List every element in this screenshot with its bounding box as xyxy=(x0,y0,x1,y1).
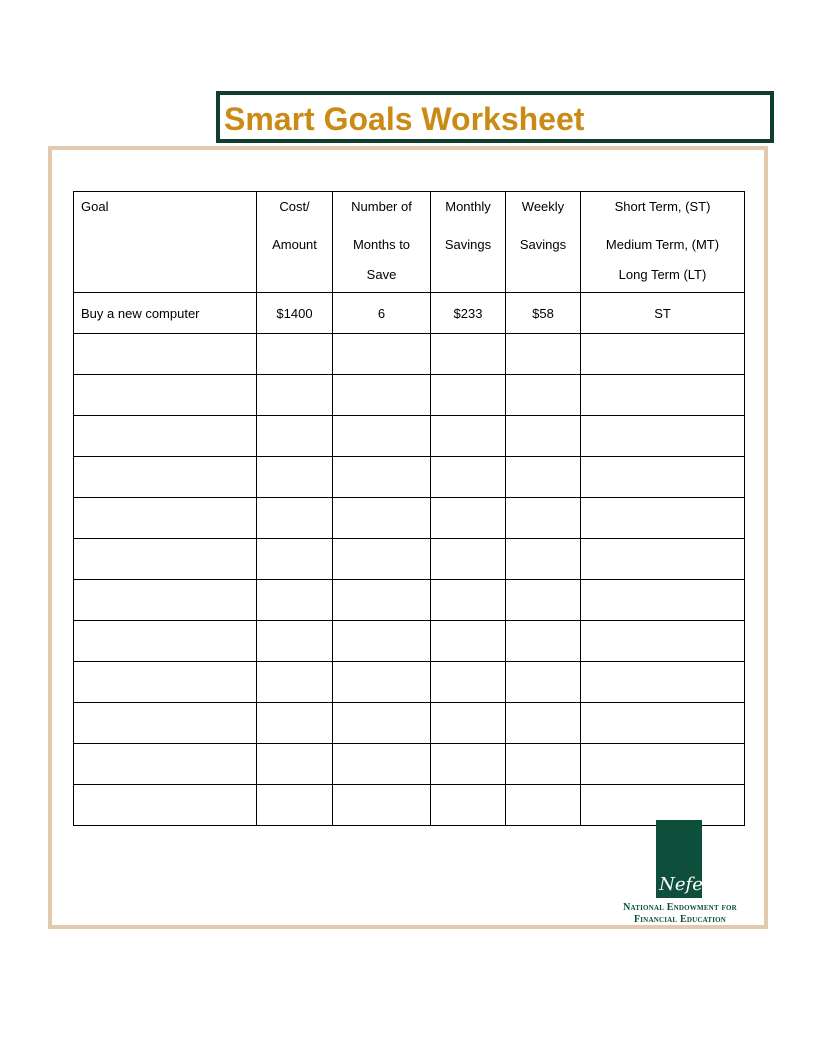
table-cell xyxy=(506,375,581,416)
table-cell xyxy=(333,785,431,826)
table-cell xyxy=(431,662,506,703)
column-header xyxy=(333,192,431,293)
column-header-line: Goal xyxy=(81,199,109,214)
table-row xyxy=(74,416,745,457)
table-cell xyxy=(506,785,581,826)
column-header xyxy=(506,192,581,293)
table-cell xyxy=(74,416,257,457)
logo-mark-text: Nefe xyxy=(659,874,703,895)
table-cell: Buy a new computer xyxy=(74,293,257,334)
table-cell xyxy=(257,662,333,703)
table-cell xyxy=(257,334,333,375)
table-row xyxy=(74,703,745,744)
table-cell xyxy=(74,457,257,498)
table-cell xyxy=(506,744,581,785)
table-cell xyxy=(431,375,506,416)
table-cell xyxy=(431,334,506,375)
table-row xyxy=(74,375,745,416)
logo-mark xyxy=(656,874,706,896)
table-row xyxy=(74,662,745,703)
table-cell: $58 xyxy=(506,293,581,334)
table-cell xyxy=(431,457,506,498)
table-cell xyxy=(506,498,581,539)
table-cell: 6 xyxy=(333,293,431,334)
table-cell xyxy=(333,580,431,621)
page-title: Smart Goals Worksheet xyxy=(224,101,585,137)
table-cell xyxy=(257,457,333,498)
table-cell xyxy=(506,662,581,703)
table-cell xyxy=(581,580,745,621)
column-header xyxy=(581,192,745,293)
table-cell xyxy=(506,539,581,580)
table-row xyxy=(74,498,745,539)
column-header-line: Save xyxy=(366,267,397,282)
table-row xyxy=(74,744,745,785)
column-header-line: Savings xyxy=(444,237,492,252)
table-row xyxy=(74,539,745,580)
table-cell xyxy=(581,662,745,703)
table-cell xyxy=(431,785,506,826)
column-header-line: Long Term (LT) xyxy=(618,267,707,282)
table-cell xyxy=(581,457,745,498)
table-cell xyxy=(333,621,431,662)
table-cell xyxy=(506,334,581,375)
table-cell xyxy=(333,334,431,375)
table-row xyxy=(74,334,745,375)
table-cell xyxy=(506,416,581,457)
column-header xyxy=(74,192,257,293)
table-cell xyxy=(506,621,581,662)
table-cell xyxy=(74,539,257,580)
table-cell: $1400 xyxy=(257,293,333,334)
table-cell xyxy=(431,621,506,662)
table-cell xyxy=(257,703,333,744)
table-cell xyxy=(431,498,506,539)
table-cell xyxy=(333,703,431,744)
table-cell xyxy=(506,703,581,744)
table-cell xyxy=(257,416,333,457)
table-cell xyxy=(74,785,257,826)
logo-line-1: National Endowment for xyxy=(623,902,737,913)
table-cell xyxy=(333,375,431,416)
table-cell xyxy=(581,539,745,580)
goals-table xyxy=(73,191,745,826)
column-header-line: Medium Term, (MT) xyxy=(605,237,720,252)
table-cell xyxy=(74,662,257,703)
table-cell xyxy=(74,703,257,744)
table-cell xyxy=(431,416,506,457)
table-cell xyxy=(581,621,745,662)
table-row xyxy=(74,457,745,498)
table-cell xyxy=(333,498,431,539)
table-cell xyxy=(257,580,333,621)
table-cell xyxy=(74,375,257,416)
table-cell xyxy=(333,539,431,580)
table-cell xyxy=(333,457,431,498)
column-header-line: Months to xyxy=(352,237,411,252)
table-cell xyxy=(74,334,257,375)
column-header-line: Cost/ xyxy=(279,199,310,214)
table-cell xyxy=(431,580,506,621)
table-cell xyxy=(333,662,431,703)
table-cell xyxy=(333,744,431,785)
table-cell xyxy=(257,744,333,785)
column-header-line: Monthly xyxy=(445,199,491,214)
column-header-line: Number of xyxy=(351,199,412,214)
logo-line-2: Financial Education xyxy=(633,914,727,925)
column-header-line: Short Term, (ST) xyxy=(614,199,711,214)
table-cell xyxy=(74,744,257,785)
table-cell xyxy=(431,703,506,744)
header-row xyxy=(74,192,745,293)
table-cell xyxy=(74,580,257,621)
table-cell xyxy=(581,334,745,375)
table-cell xyxy=(581,416,745,457)
table-cell xyxy=(74,498,257,539)
title-box xyxy=(216,91,774,143)
table-row xyxy=(74,580,745,621)
column-header-line: Weekly xyxy=(521,199,565,214)
table-cell xyxy=(431,744,506,785)
column-header-line: Amount xyxy=(272,237,317,252)
table-cell xyxy=(506,457,581,498)
column-header-line: Savings xyxy=(519,237,567,252)
table-cell xyxy=(74,621,257,662)
column-header xyxy=(431,192,506,293)
table-cell xyxy=(257,498,333,539)
table-cell xyxy=(257,785,333,826)
table-cell: $233 xyxy=(431,293,506,334)
table-cell: ST xyxy=(581,293,745,334)
table-row xyxy=(74,293,745,334)
table-cell xyxy=(333,416,431,457)
table-row xyxy=(74,621,745,662)
table-cell xyxy=(581,744,745,785)
table-cell xyxy=(257,375,333,416)
nefe-logo xyxy=(604,820,756,930)
table-cell xyxy=(581,498,745,539)
table-cell xyxy=(581,703,745,744)
table-cell xyxy=(257,539,333,580)
table-cell xyxy=(581,375,745,416)
column-header xyxy=(257,192,333,293)
table-cell xyxy=(506,580,581,621)
table-cell xyxy=(431,539,506,580)
table-cell xyxy=(257,621,333,662)
